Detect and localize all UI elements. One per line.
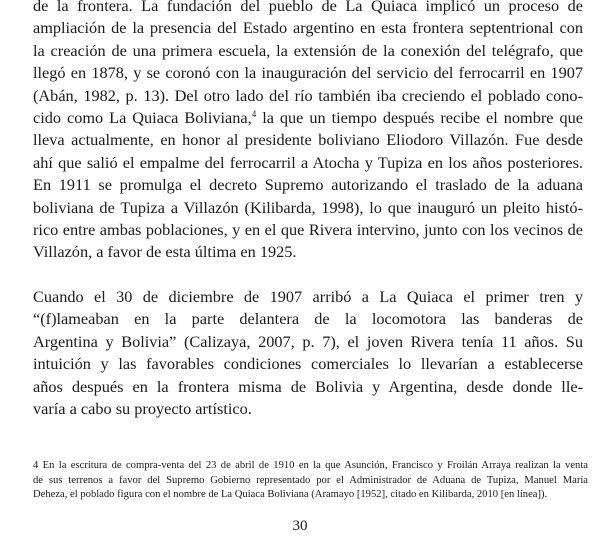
footnote-line: 4 En la escritura de compra-venta del 23 de abril de 1910 en la que Asunción, Francisco y Froilán Arraya realizan la venta [33, 460, 588, 471]
text-line: Cuando el 30 de diciembre de 1907 arribó a La Quiaca el primer tren y [33, 287, 583, 306]
text-line: llegó en 1878, y se coronó con la inauguración del servicio del ferrocarril en 1907 [33, 63, 583, 83]
text-line: años después en la frontera misma de Bolivia y Argentina, desde donde lle- [33, 376, 583, 396]
page-number: 30 [292, 518, 308, 534]
text-line: Villazón, a favor de esta última en 1925. [33, 242, 297, 262]
text-line: varía a cabo su proyecto artístico. [33, 399, 252, 419]
text-line: de la frontera. La fundación del pueblo de La Quiaca implicó un proceso de [33, 0, 583, 15]
paragraph-2 [33, 286, 583, 420]
text-line: “(f)lameaban en la parte delantera de la locomotora las banderas de [33, 309, 583, 329]
text-segment: la que un tiempo después recibe el nombre que [262, 108, 583, 128]
footnote-line: Deheza, el poblado figura con el nombre de La Quiaca Boliviana (Aramayo [1952], citado en Kilibarda, 2010 [en línea]). [33, 489, 548, 500]
footnote-reference: 4 [251, 109, 257, 120]
footnote [33, 459, 588, 503]
text-line: intuición y las favorables condiciones comerciales lo llevarían a establecerse [33, 354, 583, 374]
footnote-line: de sus terrenos a favor del Supremo Gobierno representado por el Administrador de Aduana de Tupiza, Manuel María [33, 474, 588, 486]
text-line: En 1911 se promulga el decreto Supremo autorizando el traslado de la aduana [33, 175, 583, 195]
text-line: ahí que salió el empalme del ferrocarril a Atocha y Tupiza en los años posteriores. [33, 152, 583, 172]
paragraph-1 [33, 0, 583, 264]
text-line: boliviana de Tupiza a Villazón (Kilibarda, 1998), lo que inauguró un pleito histó- [33, 197, 583, 217]
text-line: rico entre ambas poblaciones, y en el que Rivera intervino, junto con los vecinos de [33, 220, 583, 240]
text-line: ampliación de la presencia del Estado argentino en esta frontera septentrional con [33, 18, 583, 38]
text-line: la creación de una primera escuela, la extensión de la conexión del telégrafo, que [33, 40, 583, 60]
text-line-with-footnote [33, 107, 583, 129]
text-line: Argentina y Bolivia” (Calizaya, 2007, p. 7), el joven Rivera tenía 11 años. Su [33, 331, 583, 351]
text-line: (Abán, 1982, p. 13). Del otro lado del río también iba creciendo el poblado cono- [33, 85, 583, 105]
text-line: lleva actualmente, en honor al presidente boliviano Eliodoro Villazón. Fue desde [33, 130, 583, 150]
text-segment: cido como La Quiaca Boliviana, [33, 108, 252, 128]
